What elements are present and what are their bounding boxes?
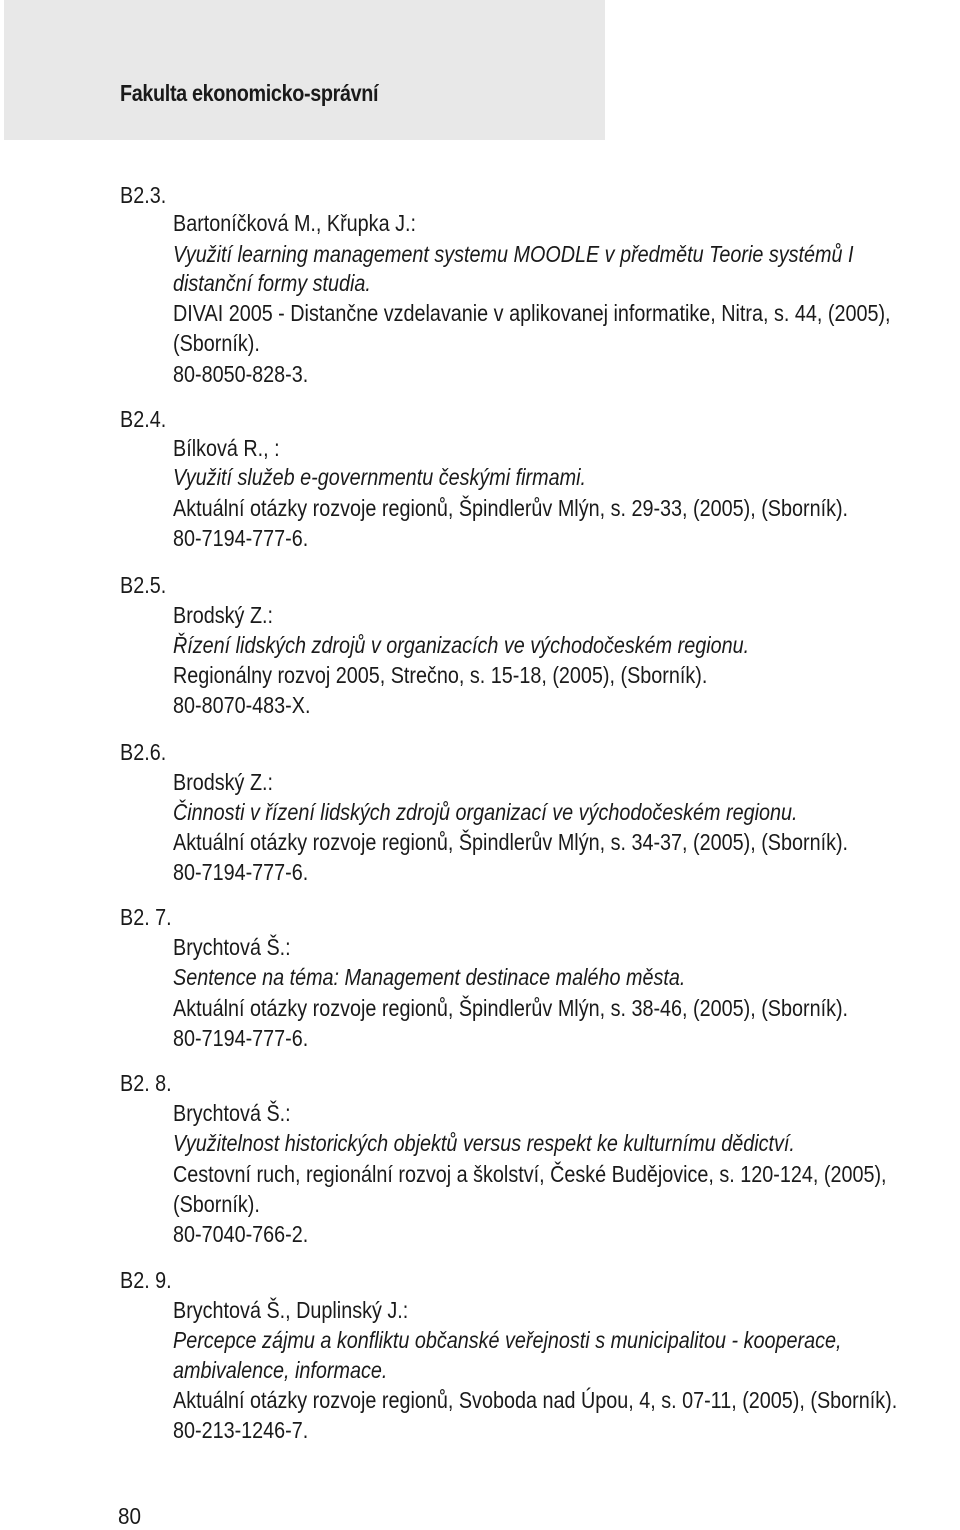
entry-number: B2. 9. — [120, 1267, 172, 1293]
entry-isbn: 80-7194-777-6. — [173, 859, 309, 885]
entry-isbn: 80-8070-483-X. — [173, 692, 311, 718]
entry-source: Aktuální otázky rozvoje regionů, Špindlerův Mlýn, s. 34-37, (2005), (Sborník). — [173, 829, 849, 855]
entry-title: Řízení lidských zdrojů v organizacích ve východočeském regionu. — [173, 632, 750, 658]
entry-source: Aktuální otázky rozvoje regionů, Špindlerův Mlýn, s. 38-46, (2005), (Sborník). — [173, 995, 849, 1021]
entry-number: B2.5. — [120, 572, 167, 598]
entry-authors: Bartoníčková M., Křupka J.: — [173, 210, 416, 236]
entry-number: B2. 7. — [120, 904, 172, 930]
entry-source: (Sborník). — [173, 1191, 260, 1217]
entry-source: Aktuální otázky rozvoje regionů, Svoboda nad Úpou, 4, s. 07-11, (2005), (Sborník). — [173, 1387, 898, 1413]
entry-source: DIVAI 2005 - Distančne vzdelavanie v aplikovanej informatike, Nitra, s. 44, (2005), — [173, 300, 891, 326]
entry-isbn: 80-7194-777-6. — [173, 525, 309, 551]
entry-authors: Brychtová Š., Duplinský J.: — [173, 1297, 409, 1323]
header-band — [4, 0, 605, 140]
entry-authors: Bílková R., : — [173, 435, 280, 461]
entry-authors: Brodský Z.: — [173, 602, 274, 628]
entry-number: B2.3. — [120, 182, 167, 208]
entry-isbn: 80-213-1246-7. — [173, 1417, 309, 1443]
entry-isbn: 80-7194-777-6. — [173, 1025, 309, 1051]
entry-title: ambivalence, informace. — [173, 1357, 388, 1383]
entry-authors: Brychtová Š.: — [173, 1100, 291, 1126]
entry-source: Cestovní ruch, regionální rozvoj a školství, České Budějovice, s. 120-124, (2005), — [173, 1161, 887, 1187]
entry-title: Činnosti v řízení lidských zdrojů organizací ve východočeském regionu. — [173, 799, 798, 825]
entry-title: Využití služeb e-governmentu českými firmami. — [173, 464, 586, 490]
entry-number: B2.4. — [120, 406, 167, 432]
entry-number: B2. 8. — [120, 1070, 172, 1096]
entry-source: (Sborník). — [173, 330, 260, 356]
entry-isbn: 80-8050-828-3. — [173, 361, 309, 387]
entry-title: Sentence na téma: Management destinace malého města. — [173, 964, 686, 990]
entry-title: Využitelnost historických objektů versus respekt ke kulturnímu dědictví. — [173, 1130, 795, 1156]
entry-authors: Brychtová Š.: — [173, 934, 291, 960]
entry-source: Regionálny rozvoj 2005, Strečno, s. 15-18, (2005), (Sborník). — [173, 662, 708, 688]
entry-title: distanční formy studia. — [173, 270, 371, 296]
entry-source: Aktuální otázky rozvoje regionů, Špindlerův Mlýn, s. 29-33, (2005), (Sborník). — [173, 495, 849, 521]
entry-title: Percepce zájmu a konfliktu občanské veřejnosti s municipalitou - kooperace, — [173, 1327, 842, 1353]
entry-authors: Brodský Z.: — [173, 769, 274, 795]
entry-title: Využití learning management systemu MOODLE v předmětu Teorie systémů I — [173, 241, 854, 267]
entry-isbn: 80-7040-766-2. — [173, 1221, 309, 1247]
entry-number: B2.6. — [120, 739, 167, 765]
faculty-title: Fakulta ekonomicko-správní — [120, 80, 379, 106]
page-number: 80 — [118, 1503, 142, 1529]
